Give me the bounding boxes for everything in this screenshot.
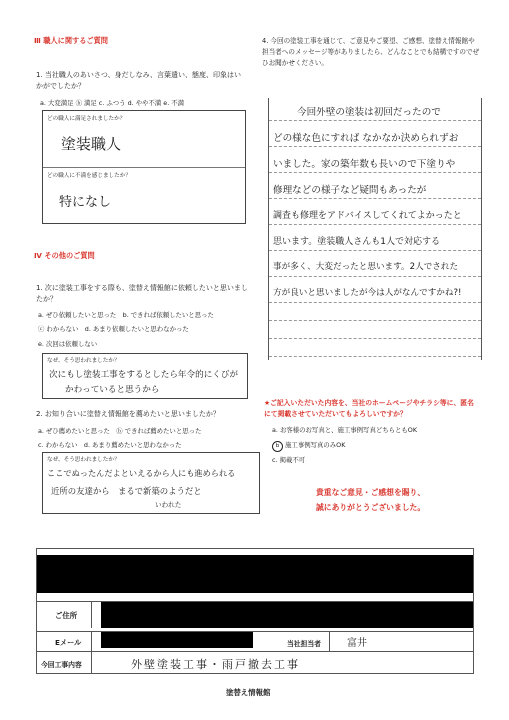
work-row <box>37 651 473 674</box>
q4-answer-line-7: 事が多く、大変だったと思います。2人でされた <box>273 262 459 272</box>
publish-opt-a: a. お客様のお写真と、施工事例写真どちらともOK <box>272 426 418 434</box>
rule-line <box>269 338 481 339</box>
section4-q1-opt-e: e. 次回は依頼しない <box>38 340 98 348</box>
section4-q1-opt-c: ⓒ わからない d. あまり依頼したいと思わなかった <box>38 325 189 333</box>
email-label: Eメール <box>55 638 82 647</box>
why2-answer-line2: 近所の友達から まるで新築のようだと <box>51 486 202 496</box>
section4-q1-opt-a: a. ぜひ依頼したいと思った b. できれば依頼したいと思った <box>38 311 214 319</box>
unsatisfied-label: どの職人に不満を感じましたか？ <box>47 173 131 179</box>
rule-line <box>269 224 481 225</box>
rule-line <box>269 146 481 147</box>
work-label: 今回工事内容 <box>41 661 82 669</box>
staff-value: 富井 <box>347 638 367 649</box>
section4-q2-opt-c: c. わからない d. あまり薦めたいと思わなかった <box>38 441 182 449</box>
redacted-email-block <box>101 632 253 648</box>
q4-answer-line-4: 修理などの様子など疑問もあったが <box>273 185 427 196</box>
rule-line <box>269 302 481 303</box>
why2-answer-line1: ここでぬったんだよといえるから人にも進められる <box>47 468 236 478</box>
selected-circle-icon: b <box>272 441 283 452</box>
footer-company: 塗替え情報館 <box>226 688 271 697</box>
section4-q2-opt-a: a. ぜひ薦めたいと思った ⓑ できれば薦めたいと思った <box>38 427 202 435</box>
thanks-line2: 誠にありがとうございました。 <box>316 503 426 512</box>
section4-q1: 1. 次に塗装工事をする際も、塗替え情報館に依頼したいと思いましたか？ <box>36 284 248 303</box>
section3-q1: 1. 当社職人のあいさつ、身だしなみ、言葉遣い、態度、印象はいかがでしたか？ <box>36 71 242 90</box>
work-value: 外壁塗装工事・雨戸撤去工事 <box>131 658 300 671</box>
why-answer-line2: かわっていると思うから <box>65 385 160 395</box>
q4-answer-box <box>268 98 482 360</box>
rule-line <box>269 172 481 173</box>
why-answer-line1: 次にもし塗装工事をするとしたら年令的にくびが <box>49 370 239 380</box>
satisfied-label: どの職人に満足されましたか？ <box>47 116 126 122</box>
q4-answer-line-1: 今回外壁の塗装は初回だったので <box>297 107 441 118</box>
redacted-name-block <box>37 555 473 593</box>
publish-opt-b <box>272 440 345 452</box>
address-label: ご住所 <box>55 611 78 620</box>
rule-line <box>269 120 481 121</box>
rule-line <box>269 356 481 357</box>
why2-answer-line3: いわれた <box>155 501 182 509</box>
section4-title: Ⅳ その他のご質問 <box>34 251 95 260</box>
redacted-address-block <box>101 602 473 628</box>
rule-line <box>269 198 481 199</box>
q4-answer-line-2: どの様な色にすれば なかなか決められずお <box>273 133 459 144</box>
email-row <box>37 631 473 652</box>
q4-answer-line-6: 思います。塗装職人さんも1人で対応する <box>273 237 441 247</box>
satisfied-answer: 塗装職人 <box>61 135 122 153</box>
info-table <box>36 548 474 674</box>
rule-line <box>269 276 481 277</box>
rule-line <box>269 250 481 251</box>
q4-title: 4. 今回の塗装工事を通じて、ご意見やご要望、ご感想、塗替え情報館や担当者へのメッセージ等がありましたら、どんなことでも結構ですのでぜひお聞かせください。 <box>262 37 480 67</box>
section4-q2: 2. お知り合いに塗替え情報館を薦めたいと思いましたか？ <box>36 410 220 418</box>
rule-line <box>269 320 481 321</box>
section4-why2-box <box>42 452 260 514</box>
q4-answer-line-8: 方が良いと思いましたが今は人がなんですかね?! <box>273 288 462 298</box>
section3-title: Ⅲ 職人に関するご質問 <box>34 36 108 45</box>
staff-label: 当社担当者 <box>287 640 321 648</box>
why-label: なぜ、そう思われましたか？ <box>47 358 120 364</box>
section3-q1-options: a. 大変満足 ⓑ 満足 c. ふつう d. やや不満 e. 不満 <box>40 99 185 107</box>
section4-why-box <box>42 353 248 399</box>
publish-opt-b-label: 施工事例写真のみOK <box>285 441 346 449</box>
publish-title: ★ご記入いただいた内容を、当社のホームページやチラシ等に、匿名にて掲載させていただいてもよろしいですか？ <box>264 399 474 418</box>
thanks-line1: 貴重なご意見・ご感想を賜り、 <box>316 488 426 497</box>
unsatisfied-answer: 特になし <box>59 195 112 210</box>
answer-divider <box>43 167 245 168</box>
section3-answer-box <box>42 110 246 224</box>
q4-answer-line-5: 調査も修理をアドバイスしてくれてよかったと <box>273 211 462 221</box>
address-row <box>37 601 473 628</box>
q4-answer-line-3: いました。家の築年数も長いので下塗りや <box>273 159 456 170</box>
why2-label: なぜ、そう思われましたか？ <box>47 457 120 463</box>
publish-opt-c: c. 掲載不可 <box>272 456 306 464</box>
